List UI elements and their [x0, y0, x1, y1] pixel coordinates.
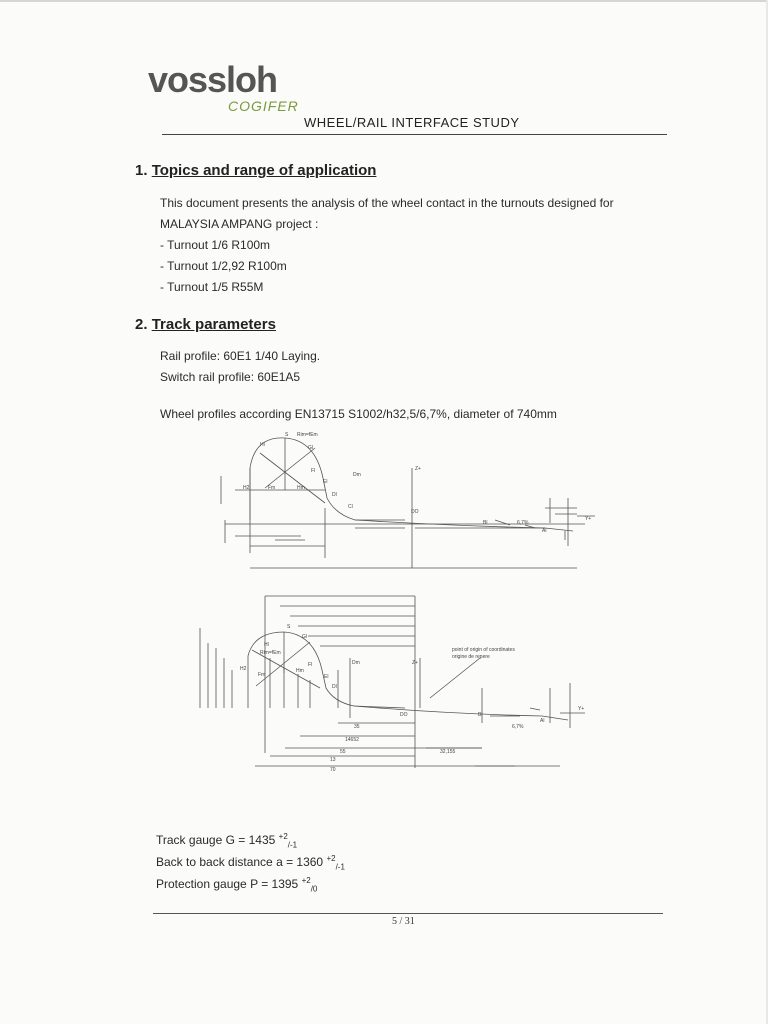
fig2-dim-55: 55 [340, 749, 346, 755]
fig2-origin-en: point of origin of coordinates [452, 647, 515, 653]
footer-divider [153, 913, 663, 914]
page-number: 5 / 31 [392, 916, 415, 927]
fig2-dim-32155: 32,155 [440, 749, 456, 755]
fig1-label-pct: 6,7% [517, 520, 529, 526]
fig1-label-h2: H2 [243, 485, 250, 491]
protection-text: Protection gauge P = 1395 [156, 877, 302, 891]
switch-rail-profile: Switch rail profile: 60E1A5 [160, 370, 301, 384]
section-2-heading [135, 316, 276, 333]
fig2-label-dm: Dm [352, 660, 360, 666]
turnout-item-3: - Turnout 1/5 R55M [160, 280, 264, 294]
wheel-profiles: Wheel profiles according EN13715 S1002/h32,5/6,7%, diameter of 740mm [160, 407, 557, 421]
fig1-label-el: El [323, 479, 328, 485]
section-1-heading [135, 162, 376, 179]
fig2-dim-70: 70 [330, 767, 336, 773]
turnout-item-2: - Turnout 1/2,92 R100m [160, 259, 287, 273]
fig2-dim-14652: 14652 [345, 737, 359, 743]
fig2-label-el: El [324, 674, 329, 680]
logo-subtitle: COGIFER [228, 98, 299, 114]
flange-profile-curve-2 [248, 632, 405, 708]
fig1-label-gl: Gl [308, 445, 313, 451]
fig1-label-al: Al [542, 528, 547, 534]
fig2-label-s: S [287, 624, 291, 630]
fig1-label-s: S [285, 432, 289, 438]
track-gauge-text: Track gauge G = 1435 [156, 833, 279, 847]
fig1-label-fm: Fm [268, 485, 276, 491]
fig1-label-dm: Dm [353, 472, 361, 478]
fig1-label-dl: Dl [332, 492, 337, 498]
track-gauge-sub: /-1 [287, 840, 298, 850]
fig2-origin-fr: origine de repere [452, 654, 490, 660]
fig2-label-gl: Gl [302, 634, 307, 640]
protection-sub: /0 [310, 884, 318, 894]
logo-wordmark: vossloh [148, 59, 278, 100]
fig2-label-al: Al [540, 718, 545, 724]
turnout-item-1: - Turnout 1/6 R100m [160, 238, 271, 252]
fig2-label-do: DO [400, 712, 408, 718]
fig2-label-pct: 6,7% [512, 724, 524, 730]
flange-profile-curve [250, 438, 405, 520]
fig1-label-cl: Cl [348, 504, 353, 510]
rail-profile: Rail profile: 60E1 1/40 Laying. [160, 349, 321, 363]
fig2-dim-35: 35 [354, 724, 360, 730]
wheel-profile-figure-1 [205, 428, 605, 580]
fig2-label-fl: Fl [308, 662, 313, 668]
back-to-back-sup: +2 [326, 854, 336, 863]
back-to-back-distance [156, 851, 345, 874]
fig1-label-do: DO [411, 509, 419, 515]
fig2-dim-13: 13 [330, 757, 336, 763]
fig1-label-hl: Hl [260, 442, 265, 448]
fig1-label-fl: Fl [311, 468, 316, 474]
track-gauge [156, 829, 297, 852]
track-gauge-sup: +2 [278, 832, 288, 841]
top-border [0, 0, 768, 2]
fig1-label-rim: Rim=fEm [297, 432, 318, 438]
section-2-title: Track parameters [151, 316, 276, 333]
document-title: WHEEL/RAIL INTERFACE STUDY [304, 115, 520, 130]
fig2-label-hm: Hm [296, 668, 304, 674]
fig1-label-z: Z+ [415, 466, 421, 472]
section-1-title: Topics and range of application [151, 162, 377, 179]
fig2-label-dl: Dl [332, 684, 337, 690]
fig1-label-hm: Hm [297, 485, 305, 491]
fig2-label-bl: Bl [478, 712, 483, 718]
fig2-label-hl: Hl [264, 642, 269, 648]
fig2-label-z: Z+ [412, 660, 418, 666]
back-to-back-sub: /-1 [335, 862, 345, 872]
header-divider [162, 134, 667, 135]
vossloh-cogifer-logo [148, 60, 308, 120]
protection-sup: +2 [301, 876, 311, 885]
section-1-paragraph-line2: MALAYSIA AMPANG project : [160, 217, 319, 231]
fig1-label-y: Y+ [585, 516, 592, 522]
fig1-label-bl: Bl [483, 520, 488, 526]
fig2-label-fm: Fm [258, 672, 266, 678]
section-1-number: 1. [135, 162, 148, 179]
section-2-number: 2. [135, 316, 148, 333]
section-1-paragraph-line1: This document presents the analysis of the wheel contact in the turnouts designed for [160, 196, 614, 210]
fig2-label-rim: Rim=fEm [260, 650, 281, 656]
wheel-profile-figure-2 [190, 588, 590, 806]
protection-gauge [156, 873, 317, 896]
back-to-back-text: Back to back distance a = 1360 [156, 855, 327, 869]
fig2-label-h2: H2 [240, 666, 247, 672]
fig2-label-y: Y+ [578, 706, 585, 712]
